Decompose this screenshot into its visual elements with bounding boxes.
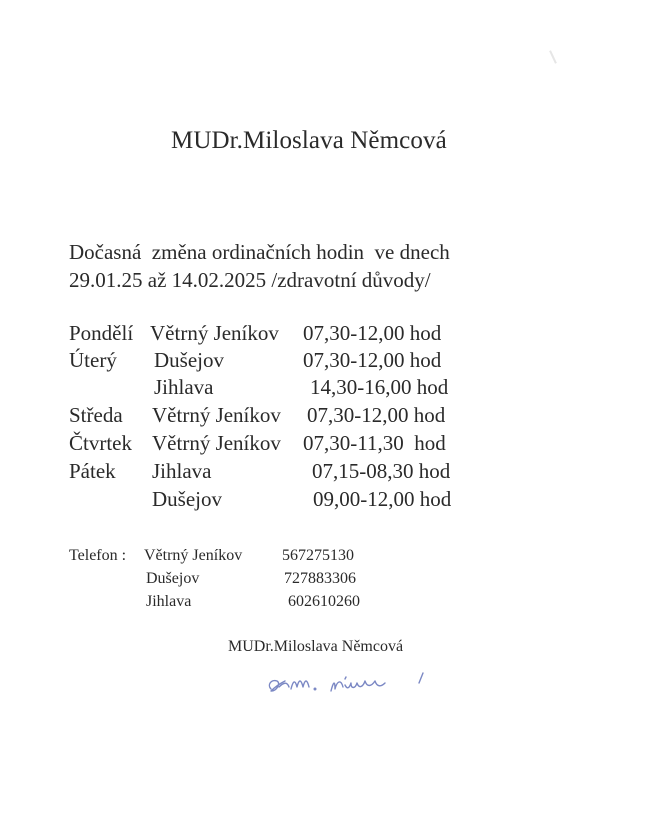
schedule-place: Jihlava	[154, 375, 214, 399]
schedule-hours: 07,30-12,00 hod	[307, 403, 446, 427]
schedule-day: Pátek	[69, 459, 116, 483]
phone-place: Jihlava	[146, 593, 192, 610]
phone-number: 602610260	[288, 593, 360, 610]
signature-name: MUDr.Miloslava Němcová	[228, 638, 404, 655]
scan-artifact	[549, 50, 557, 64]
phone-label: Telefon :	[69, 547, 127, 564]
schedule-hours: 09,00-12,00 hod	[313, 487, 452, 511]
schedule-day: Pondělí	[69, 321, 134, 345]
phone-number: 727883306	[284, 570, 356, 587]
schedule-place: Dušejov	[154, 348, 224, 372]
handwritten-signature-icon	[265, 665, 445, 710]
phone-place: Větrný Jeníkov	[144, 547, 243, 564]
phone-place: Dušejov	[146, 570, 200, 587]
schedule-hours: 14,30-16,00 hod	[310, 375, 449, 399]
schedule-hours: 07,15-08,30 hod	[312, 459, 451, 483]
schedule-place: Větrný Jeníkov	[152, 431, 281, 455]
phone-number: 567275130	[282, 547, 354, 564]
schedule-hours: 07,30-11,30 hod	[303, 431, 446, 455]
document-title: MUDr.Miloslava Němcová	[171, 127, 447, 154]
schedule-day: Úterý	[69, 348, 117, 372]
schedule-place: Větrný Jeníkov	[150, 321, 279, 345]
intro-line-1: Dočasná změna ordinačních hodin ve dnech	[69, 240, 450, 264]
schedule-place: Jihlava	[152, 459, 212, 483]
schedule-place: Větrný Jeníkov	[152, 403, 281, 427]
intro-line-2: 29.01.25 až 14.02.2025 /zdravotní důvody/	[69, 268, 431, 292]
schedule-day: Čtvrtek	[69, 431, 132, 455]
schedule-hours: 07,30-12,00 hod	[303, 321, 442, 345]
schedule-hours: 07,30-12,00 hod	[303, 348, 442, 372]
schedule-place: Dušejov	[152, 487, 222, 511]
schedule-day: Středa	[69, 403, 123, 427]
